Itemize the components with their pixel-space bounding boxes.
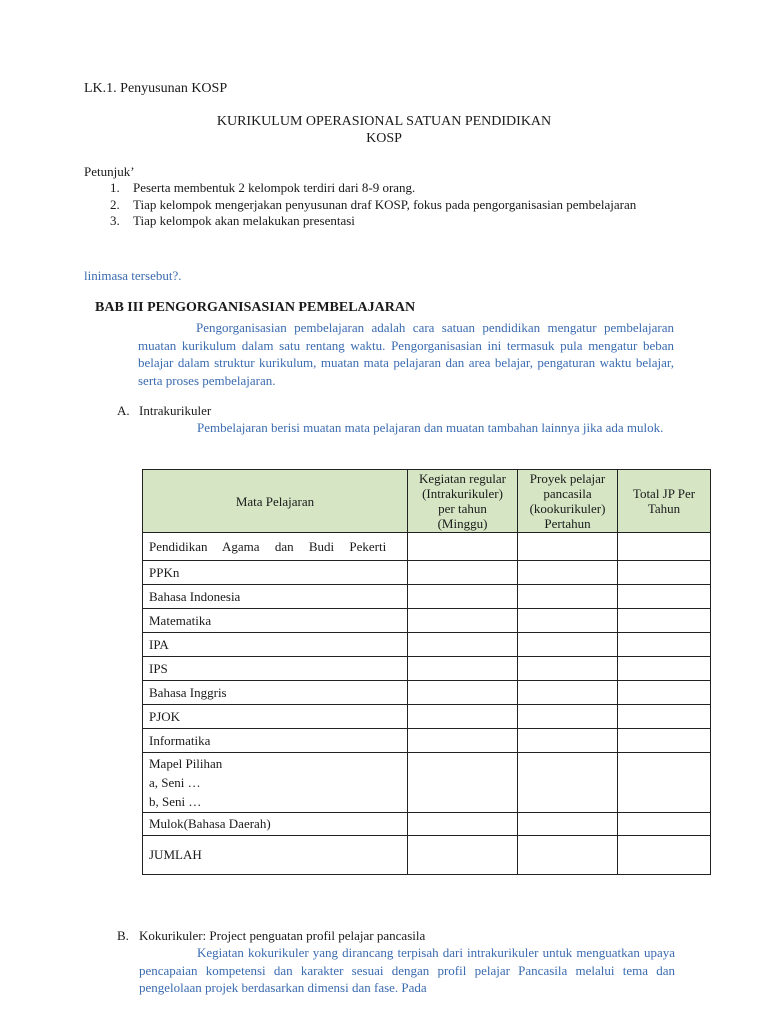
petunjuk-label: Petunjuk’ [84,164,135,179]
table-row [143,585,711,609]
table-row [143,705,711,729]
input-cell[interactable] [518,561,618,585]
input-cell[interactable] [408,681,518,705]
input-cell[interactable] [408,633,518,657]
table-row [143,753,711,813]
document-title: KURIKULUM OPERASIONAL SATUAN PENDIDIKAN [216,114,552,129]
input-cell[interactable] [618,836,711,875]
section-b-paragraph: Kegiatan kokurikuler yang dirancang terpisah dari intrakurikuler untuk menguatkan upaya pencapaian kompetensi dan karakter sesuai dengan profil pelajar Pancasila melalui tema dan pengelolaan projek berdasarkan dimensi dan fase. Pada [139,945,675,995]
input-cell[interactable] [518,681,618,705]
instruction-list [107,180,667,230]
input-cell[interactable] [518,657,618,681]
subject-name: b, Seni … [149,794,202,809]
document-subtitle: KOSP [366,131,402,146]
input-cell[interactable] [618,753,711,813]
input-cell[interactable] [408,561,518,585]
input-cell[interactable] [408,705,518,729]
input-cell[interactable] [618,533,711,561]
header-mata-pelajaran: Mata Pelajaran [143,470,408,533]
worksheet-title: LK.1. Penyusunan KOSP [84,81,228,96]
subject-table [142,469,711,875]
subject-name: IPA [143,633,408,657]
subject-name: IPS [143,657,408,681]
subject-name: PPKn [143,561,408,585]
subject-name: Matematika [143,609,408,633]
input-cell[interactable] [408,533,518,561]
section-a-label: A. [117,403,130,418]
input-cell[interactable] [618,633,711,657]
input-cell[interactable] [408,729,518,753]
input-cell[interactable] [618,561,711,585]
table-row [143,729,711,753]
table-row [143,633,711,657]
linimasa-text: linimasa tersebut?. [84,268,182,283]
input-cell[interactable] [518,813,618,836]
input-cell[interactable] [618,705,711,729]
subject-name: Informatika [143,729,408,753]
chapter-paragraph: Pengorganisasian pembelajaran adalah cara satuan pendidikan mengatur pembelajaran muatan kurikulum dalam satu rentang waktu. Pengorganisasian ini termasuk pula mengatur beban belajar dalam struktur kurikulum, muatan mata pelajaran dan area belajar, pengaturan waktu belajar, serta proses pembelajaran. [138,320,674,388]
chapter-heading: BAB III PENGORGANISASIAN PEMBELAJARAN [95,300,416,315]
input-cell[interactable] [518,609,618,633]
input-cell[interactable] [618,813,711,836]
header-proyek-pelajar: Proyek pelajar pancasila (kookurikuler) Pertahun [518,470,618,533]
subject-name: Pendidikan Agama dan Budi Pekerti [143,533,408,561]
instruction-item: 1. Peserta membentuk 2 kelompok terdiri dari 8-9 orang. [110,180,416,195]
table-row [143,813,711,836]
input-cell[interactable] [618,609,711,633]
subject-name: a, Seni … [149,775,201,790]
input-cell[interactable] [518,836,618,875]
section-a-paragraph: Pembelajaran berisi muatan mata pelajaran dan muatan tambahan lainnya jika ada mulok. [197,420,664,435]
instruction-item: 3. Tiap kelompok akan melakukan presentasi [110,213,355,228]
total-label: JUMLAH [143,836,408,875]
subject-name: Mulok(Bahasa Daerah) [143,813,408,836]
input-cell[interactable] [518,753,618,813]
input-cell[interactable] [618,681,711,705]
input-cell[interactable] [408,813,518,836]
table-row-total [143,836,711,875]
table-row [143,533,711,561]
table-row [143,681,711,705]
subject-name-group [143,753,408,813]
subject-name: Mapel Pilihan [149,756,223,771]
input-cell[interactable] [408,609,518,633]
input-cell[interactable] [618,585,711,609]
subject-name: PJOK [143,705,408,729]
input-cell[interactable] [408,585,518,609]
table-row [143,561,711,585]
input-cell[interactable] [408,657,518,681]
header-total-jp: Total JP Per Tahun [618,470,711,533]
table-row [143,609,711,633]
section-b-label: B. [117,928,129,943]
input-cell[interactable] [618,729,711,753]
subject-name: Bahasa Indonesia [143,585,408,609]
input-cell[interactable] [618,657,711,681]
subject-name: Bahasa Inggris [143,681,408,705]
input-cell[interactable] [408,836,518,875]
input-cell[interactable] [518,585,618,609]
instruction-item: 2. Tiap kelompok mengerjakan penyusunan draf KOSP, fokus pada pengorganisasian pembelajaran [110,196,637,212]
section-b-title: Kokurikuler: Project penguatan profil pelajar pancasila [139,928,426,943]
table-header-row [143,470,711,533]
section-a-title: Intrakurikuler [139,403,212,418]
header-kegiatan-regular: Kegiatan regular (Intrakurikuler) per tahun (Minggu) [408,470,518,533]
table-row [143,657,711,681]
input-cell[interactable] [518,705,618,729]
input-cell[interactable] [518,633,618,657]
input-cell[interactable] [518,533,618,561]
input-cell[interactable] [408,753,518,813]
input-cell[interactable] [518,729,618,753]
